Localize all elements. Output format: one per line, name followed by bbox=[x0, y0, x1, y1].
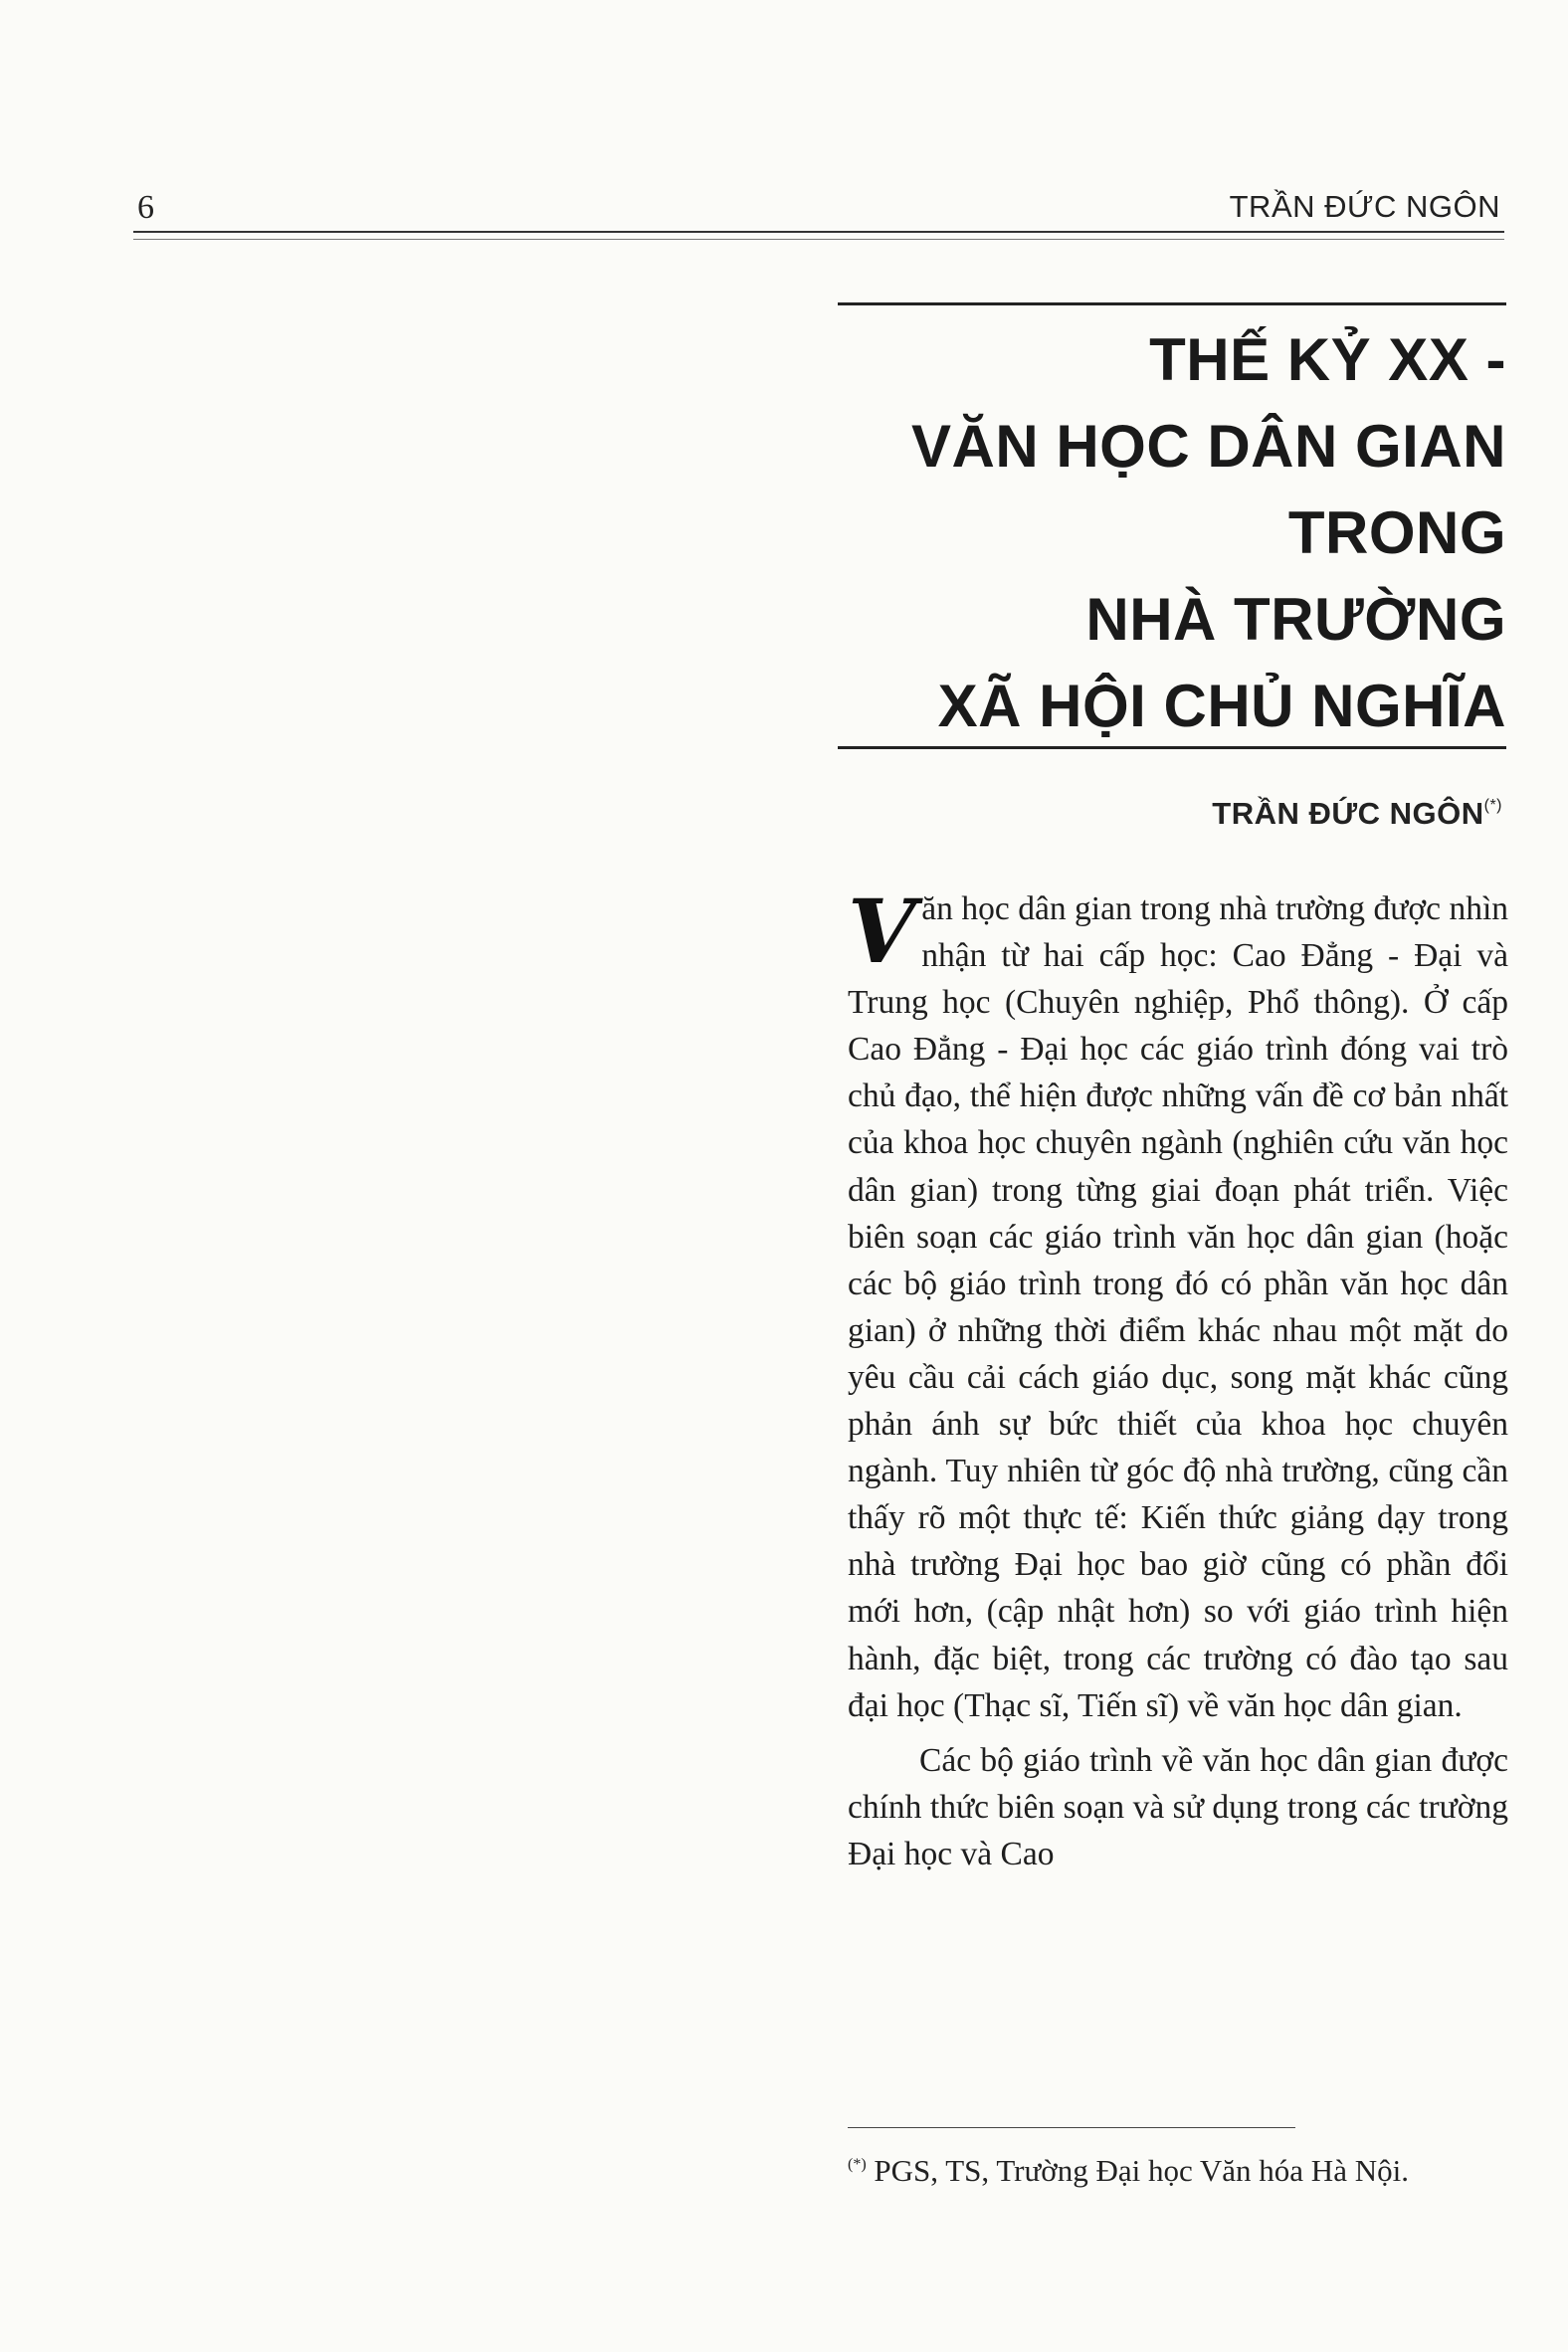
author-byline bbox=[1212, 796, 1502, 832]
title-top-rule bbox=[838, 302, 1506, 305]
footnote-rule bbox=[848, 2127, 1295, 2128]
running-head: TRẦN ĐỨC NGÔN bbox=[1229, 189, 1500, 224]
page-number: 6 bbox=[137, 189, 154, 226]
title-bottom-rule bbox=[838, 746, 1506, 749]
title-line-2: VĂN HỌC DÂN GIAN bbox=[910, 413, 1506, 480]
article-body bbox=[848, 880, 1508, 1877]
body-paragraph bbox=[848, 880, 1508, 1729]
title-line-3: TRONG bbox=[1287, 499, 1506, 566]
title-line-5: XÃ HỘI CHỦ NGHĨA bbox=[937, 673, 1506, 739]
header-rule-thin bbox=[133, 239, 1504, 240]
body-paragraph: Các bộ giáo trình về văn học dân gian được chính thức biên soạn và sử dụng trong các trường Đại học và Cao bbox=[848, 1741, 1508, 1872]
paragraph-1-text: ăn học dân gian trong nhà trường được nhìn nhận từ hai cấp học: Cao Đẳng - Đại và Trung học (Chuyên nghiệp, Phổ thông). Ở cấp Cao Đẳng - Đại học các giáo trình đóng vai trò chủ đạo, thể hiện được những vấn đề cơ bản nhất của khoa học chuyên ngành (nghiên cứu văn học dân gian) trong từng giai đoạn phát triển. Việc biên soạn các giáo trình văn học dân gian (hoặc các bộ giáo trình trong đó có phần văn học dân gian) ở những thời điểm khác nhau một mặt do yêu cầu cải cách giáo dục, song mặt khác cũng phản ánh sự bức thiết của khoa học chuyên ngành. Tuy nhiên từ góc độ nhà trường, cũng cần thấy rõ một thực tế: Kiến thức giảng dạy trong nhà trường Đại học bao giờ cũng có phần đổi mới hơn, (cập nhật hơn) so với giáo trình hiện hành, đặc biệt, trong các trường có đào tạo sau đại học (Thạc sĩ, Tiến sĩ) về văn học dân gian. bbox=[848, 890, 1508, 1724]
footnote bbox=[848, 2145, 1508, 2191]
title-line-4: NHÀ TRƯỜNG bbox=[1085, 586, 1506, 653]
title-line-1: THẾ KỶ XX - bbox=[1149, 326, 1506, 393]
header-rule bbox=[133, 231, 1504, 233]
footnote-mark: (*) bbox=[848, 2156, 867, 2173]
author-footnote-mark: (*) bbox=[1483, 797, 1502, 814]
drop-cap: V bbox=[848, 880, 916, 983]
article-title bbox=[838, 316, 1506, 749]
footnote-text: PGS, TS, Trường Đại học Văn hóa Hà Nội. bbox=[874, 2153, 1409, 2188]
author-name: TRẦN ĐỨC NGÔN bbox=[1212, 796, 1484, 831]
